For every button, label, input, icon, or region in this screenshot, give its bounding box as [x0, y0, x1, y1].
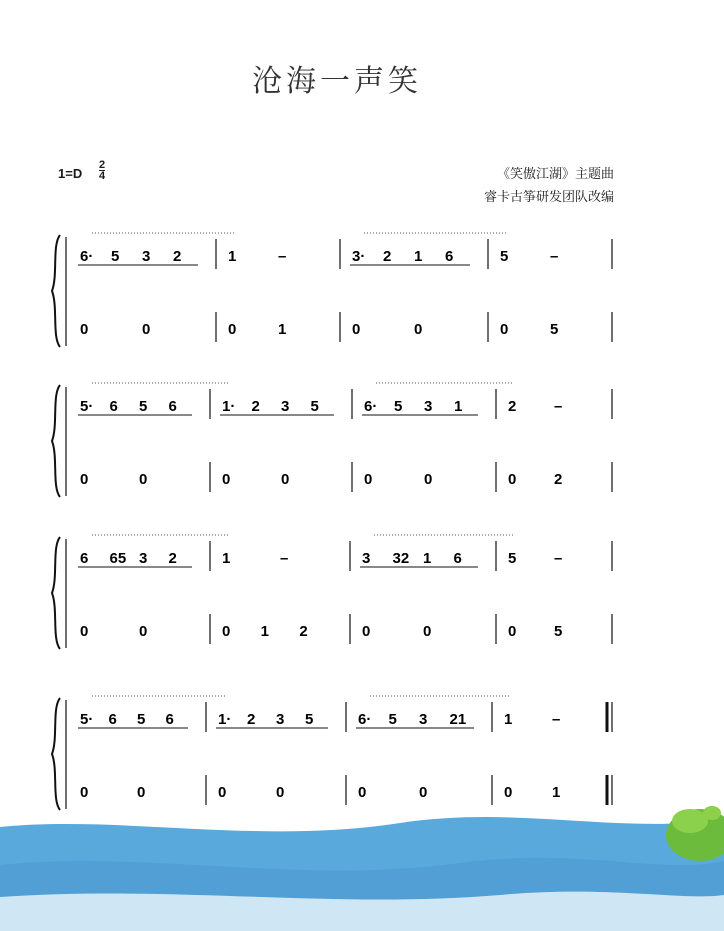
lower-note: 0	[80, 471, 89, 488]
upper-note: 1	[414, 248, 423, 265]
upper-note: 2	[383, 248, 392, 265]
upper-note: 5	[394, 398, 403, 415]
upper-note: 5	[508, 550, 517, 567]
lower-note: 0	[508, 471, 517, 488]
upper-note: 5	[111, 248, 120, 265]
lower-note: 0	[139, 623, 148, 640]
upper-note: –	[550, 248, 559, 265]
lower-note: 1	[260, 623, 270, 640]
upper-note: 2	[168, 550, 177, 567]
lower-note: 0	[504, 784, 513, 801]
lower-note: 0	[222, 471, 231, 488]
upper-note: 3	[142, 248, 151, 265]
upper-note: 5	[139, 398, 148, 415]
lower-note: 0	[352, 321, 361, 338]
system-brace	[52, 385, 60, 497]
lower-note: 2	[554, 471, 563, 488]
lower-note: 0	[276, 784, 285, 801]
upper-note: 5·	[80, 398, 94, 415]
lower-note: 0	[423, 623, 432, 640]
lower-note: 0	[364, 471, 373, 488]
upper-note: 3	[419, 711, 428, 728]
upper-note: 3	[281, 398, 290, 415]
upper-note: 1·	[218, 711, 232, 728]
song-title: 沧海一声笑	[252, 64, 422, 99]
upper-note: 3	[424, 398, 433, 415]
lower-note: 0	[80, 623, 89, 640]
upper-note: 6	[168, 398, 177, 415]
upper-note: 5	[388, 711, 397, 728]
lower-note: 0	[424, 471, 433, 488]
lower-note: 0	[358, 784, 367, 801]
upper-note: 2	[173, 248, 182, 265]
key-signature: 1=D	[58, 166, 83, 181]
upper-note: 32	[392, 550, 410, 567]
upper-note: 2	[247, 711, 256, 728]
upper-note: –	[278, 248, 287, 265]
lower-note: 0	[80, 321, 89, 338]
upper-note: 6·	[80, 248, 94, 265]
upper-note: 5·	[80, 711, 94, 728]
upper-note: 1	[222, 550, 231, 567]
upper-note: 6	[109, 398, 118, 415]
arranger-credit: 睿卡古筝研发团队改编	[483, 190, 614, 205]
upper-note: 3	[139, 550, 148, 567]
upper-note: 6·	[358, 711, 372, 728]
upper-note: 6	[80, 550, 89, 567]
upper-note: 6	[445, 248, 454, 265]
lower-note: 5	[554, 623, 563, 640]
lower-note: 0	[218, 784, 227, 801]
upper-note: –	[554, 550, 563, 567]
upper-note: 6·	[364, 398, 378, 415]
lower-note: 1	[278, 321, 287, 338]
lower-note: 1	[552, 784, 561, 801]
lower-note: 5	[550, 321, 559, 338]
lower-note: 0	[142, 321, 151, 338]
upper-note: 5	[305, 711, 314, 728]
lower-note: 0	[228, 321, 237, 338]
upper-note: 65	[109, 550, 127, 567]
lower-note: 0	[362, 623, 371, 640]
upper-note: 21	[449, 711, 467, 728]
upper-note: –	[280, 550, 289, 567]
lower-note: 0	[281, 471, 290, 488]
lower-note: 0	[419, 784, 428, 801]
upper-note: 1	[454, 398, 463, 415]
upper-note: 2	[508, 398, 517, 415]
source-credit: 《笑傲江湖》主题曲	[496, 167, 614, 182]
lower-note: 0	[508, 623, 517, 640]
system-brace	[52, 235, 60, 347]
system-brace	[52, 537, 60, 649]
upper-note: 1	[423, 550, 432, 567]
sea-decoration	[0, 805, 724, 931]
lower-note: 0	[222, 623, 231, 640]
upper-note: 5	[137, 711, 146, 728]
upper-note: –	[552, 711, 561, 728]
upper-note: 2	[251, 398, 260, 415]
time-signature-bottom: 4	[99, 170, 106, 182]
lower-note: 0	[500, 321, 509, 338]
upper-note: 5	[500, 248, 509, 265]
upper-note: 1·	[222, 398, 236, 415]
upper-note: –	[554, 398, 563, 415]
upper-note: 6	[453, 550, 462, 567]
lower-note: 0	[414, 321, 423, 338]
upper-note: 3·	[352, 248, 366, 265]
system-brace	[52, 698, 60, 810]
upper-note: 6	[108, 711, 117, 728]
lower-note: 0	[137, 784, 146, 801]
upper-note: 5	[310, 398, 319, 415]
upper-note: 3	[362, 550, 371, 567]
lower-note: 0	[80, 784, 89, 801]
upper-note: 1	[228, 248, 237, 265]
time-signature-top: 2	[99, 159, 106, 171]
upper-note: 1	[504, 711, 513, 728]
upper-note: 6	[165, 711, 174, 728]
upper-note: 3	[276, 711, 285, 728]
lower-note: 0	[139, 471, 148, 488]
lower-note: 2	[299, 623, 308, 640]
